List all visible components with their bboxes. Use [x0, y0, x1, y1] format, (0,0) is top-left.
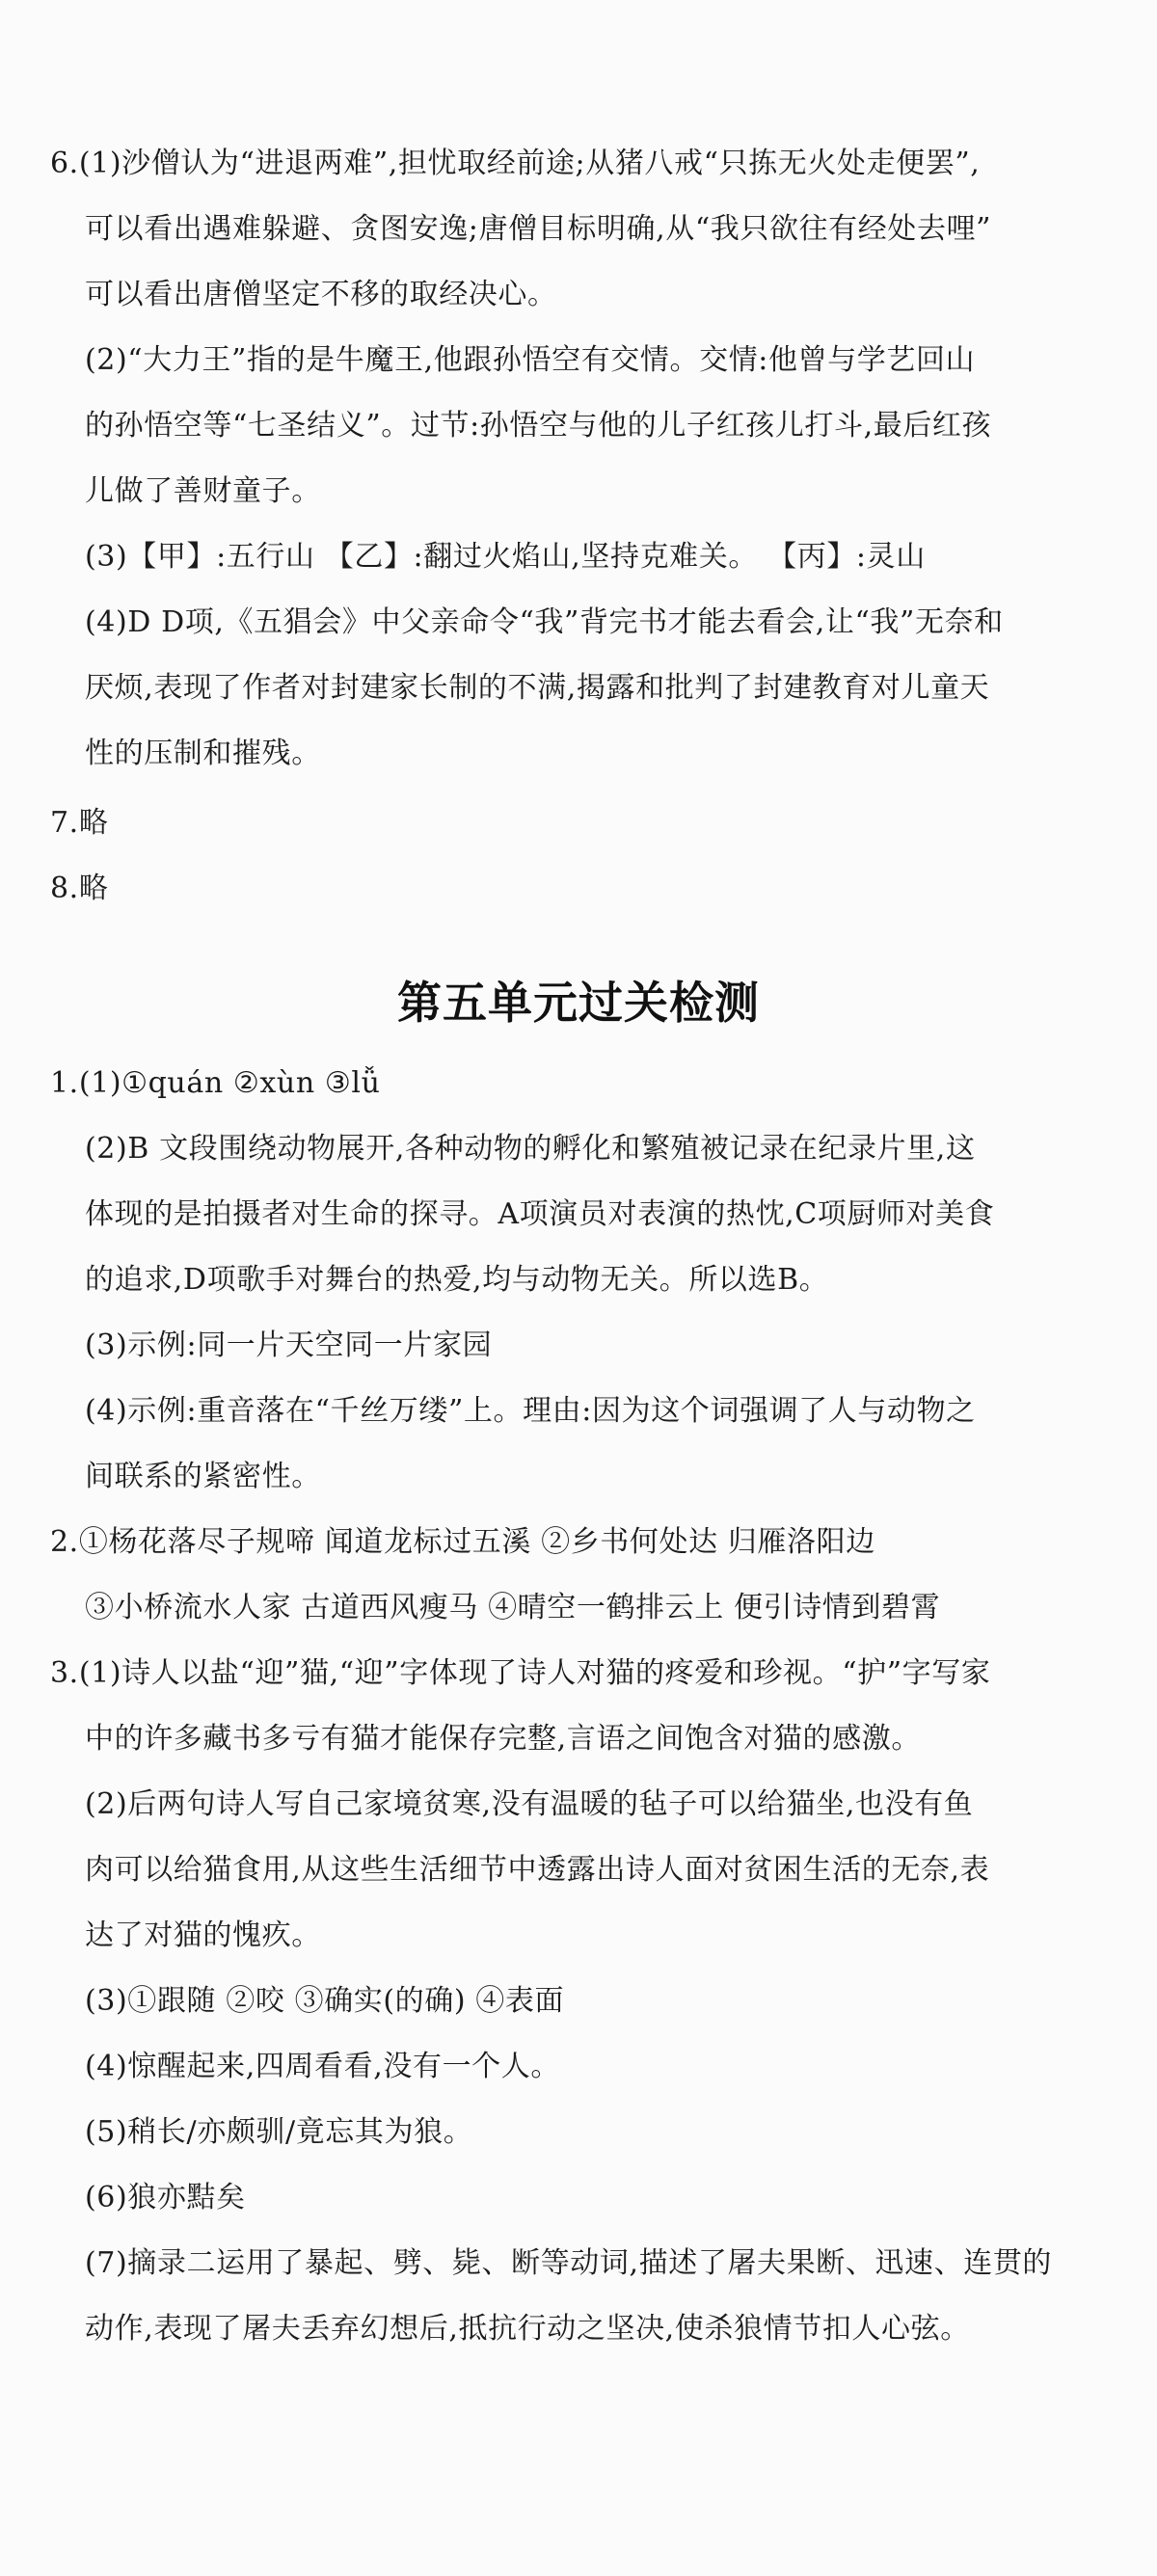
answer-line: 动作,表现了屠夫丢弃幻想后,抵抗行动之坚决,使杀狼情节扣人心弦。	[85, 2312, 970, 2346]
answer-line: (4)D D项,《五猖会》中父亲命令“我”背完书才能去看会,让“我”无奈和	[85, 605, 1004, 639]
answer-line: 1.(1)①quán ②xùn ③lǚ	[50, 1066, 381, 1100]
answer-line: 3.(1)诗人以盐“迎”猫,“迎”字体现了诗人对猫的疼爱和珍视。“护”字写家	[50, 1656, 991, 1690]
answer-line: (4)示例:重音落在“千丝万缕”上。理由:因为这个词强调了人与动物之	[85, 1394, 976, 1428]
answer-line: (4)惊醒起来,四周看看,没有一个人。	[85, 2050, 560, 2083]
answer-line: (2)“大力王”指的是牛魔王,他跟孙悟空有交情。交情:他曾与学艺回山	[85, 343, 976, 377]
answer-line: 可以看出唐僧坚定不移的取经决心。	[85, 278, 557, 311]
answer-line: (3)示例:同一片天空同一片家园	[85, 1328, 493, 1362]
answer-line: 间联系的紧密性。	[85, 1460, 321, 1493]
answer-line: 性的压制和摧残。	[85, 737, 321, 770]
answer-line: (2)B 文段围绕动物展开,各种动物的孵化和繁殖被记录在纪录片里,这	[85, 1132, 976, 1166]
answer-line: 肉可以给猫食用,从这些生活细节中透露出诗人面对贫困生活的无奈,表	[85, 1853, 990, 1887]
answer-line: (5)稍长/亦颇驯/竟忘其为狼。	[85, 2115, 473, 2149]
answer-line: (2)后两句诗人写自己家境贫寒,没有温暖的毡子可以给猫坐,也没有鱼	[85, 1787, 974, 1821]
answer-line: 8.略	[50, 872, 109, 905]
answer-line: 中的许多藏书多亏有猫才能保存完整,言语之间饱含对猫的感激。	[85, 1722, 921, 1756]
answer-line: 体现的是拍摄者对生命的探寻。A项演员对表演的热忱,C项厨师对美食	[85, 1197, 995, 1231]
answer-line: 2.①杨花落尽子规啼 闻道龙标过五溪 ②乡书何处达 归雁洛阳边	[50, 1525, 875, 1559]
answer-line: 7.略	[50, 806, 109, 840]
section-title: 第五单元过关检测	[397, 977, 760, 1029]
answer-line: (3)【甲】:五行山 【乙】:翻过火焰山,坚持克难关。 【丙】:灵山	[85, 540, 926, 574]
answer-line: 的孙悟空等“七圣结义”。过节:孙悟空与他的儿子红孩儿打斗,最后红孩	[85, 409, 992, 443]
answer-line: 达了对猫的愧疚。	[85, 1919, 321, 1952]
answer-line: 厌烦,表现了作者对封建家长制的不满,揭露和批判了封建教育对儿童天	[85, 671, 990, 705]
answer-line: (3)①跟随 ②咬 ③确实(的确) ④表面	[85, 1984, 565, 2018]
answer-line: 6.(1)沙僧认为“进退两难”,担忧取经前途;从猪八戒“只拣无火处走便罢”,	[50, 147, 981, 180]
answer-line: (6)狼亦黠矣	[85, 2181, 246, 2214]
answer-line: 儿做了善财童子。	[85, 474, 321, 508]
answer-line: (7)摘录二运用了暴起、劈、毙、断等动词,描述了屠夫果断、迅速、连贯的	[85, 2246, 1053, 2280]
answer-line: 的追求,D项歌手对舞台的热爱,均与动物无关。所以选B。	[85, 1263, 829, 1297]
answer-line: 可以看出遇难躲避、贪图安逸;唐僧目标明确,从“我只欲往有经处去哩”	[85, 212, 992, 246]
answer-line: ③小桥流水人家 古道西风瘦马 ④晴空一鹤排云上 便引诗情到碧霄	[85, 1591, 941, 1624]
